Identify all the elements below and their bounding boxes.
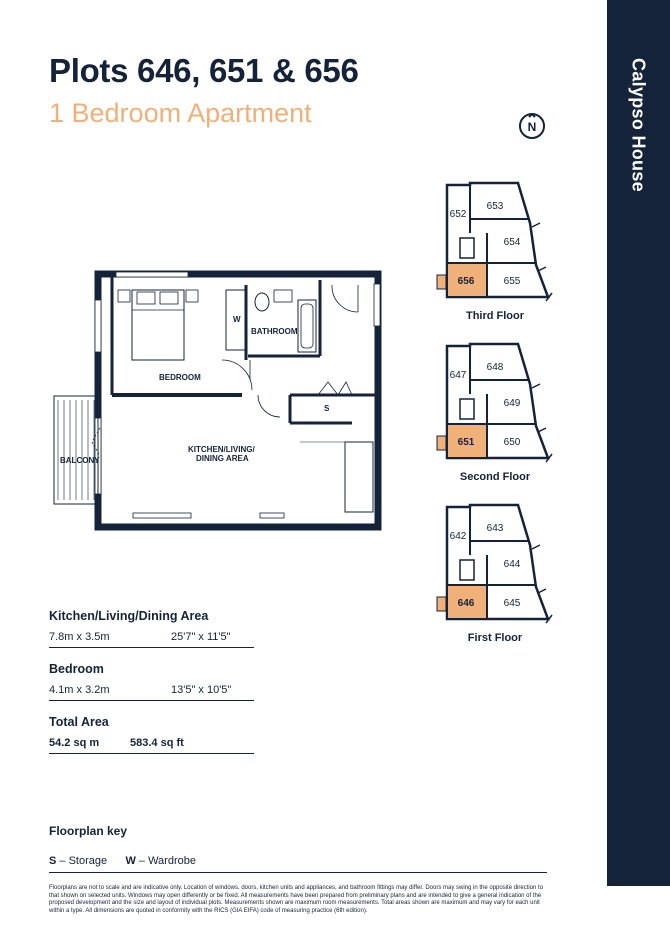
keyplan-unit-label: 656 [457, 276, 475, 287]
total-area-heading: Total Area [49, 715, 109, 729]
keyplan-unit-label: 644 [503, 559, 521, 570]
floorplan-key-items [49, 855, 196, 867]
keyplan-unit-label: 649 [503, 398, 521, 409]
bathroom-label: BATHROOM [251, 327, 298, 336]
keyplan-unit-label: 650 [503, 437, 521, 448]
keyplan-unit-label: 653 [486, 201, 504, 212]
key-w-text: – Wardrobe [135, 855, 196, 867]
keyplan-unit-label: 647 [449, 370, 467, 381]
kitchen-label-2: DINING AREA [196, 454, 249, 463]
room-metric-bedroom: 4.1m x 3.2m [49, 684, 110, 696]
page-title: Plots 646, 651 & 656 [49, 52, 359, 89]
balcony-label: BALCONY [60, 456, 100, 465]
bedroom-label: BEDROOM [159, 373, 201, 382]
divider [49, 700, 254, 701]
floorplan-key-heading: Floorplan key [49, 824, 128, 838]
floor-label-third: Third Floor [465, 310, 525, 322]
keyplan-unit-label: 651 [457, 437, 475, 448]
keyplan-unit-label: 643 [486, 523, 504, 534]
keyplan-balcony [437, 436, 446, 450]
key-divider [49, 872, 547, 873]
key-s-text: – Storage [56, 855, 108, 867]
room-metric-kitchen: 7.8m x 3.5m [49, 631, 110, 643]
room-name-kitchen: Kitchen/Living/Dining Area [49, 609, 209, 623]
keyplan-balcony [437, 275, 446, 289]
keyplan-unit-label: 655 [503, 276, 521, 287]
keyplan-balcony [437, 597, 446, 611]
divider [49, 647, 254, 648]
building-name: Calypso House [628, 58, 649, 192]
room-imperial-kitchen: 25'7" x 11'5" [171, 631, 231, 643]
keyplan-unit-label: 652 [449, 209, 467, 220]
compass-label: N [527, 120, 537, 134]
keyplan-unit-label: 654 [503, 237, 521, 248]
floor-label-second: Second Floor [459, 471, 531, 483]
page-subtitle: 1 Bedroom Apartment [49, 98, 312, 128]
room-name-bedroom: Bedroom [49, 662, 104, 676]
key-s-code: S [49, 855, 57, 867]
floor-label-first: First Floor [467, 632, 523, 644]
keyplan-unit-label: 642 [449, 531, 467, 542]
kitchen-label-1: KITCHEN/LIVING/ [188, 445, 255, 454]
key-w-code: W [125, 855, 136, 867]
divider [49, 753, 254, 754]
keyplan-unit-label: 646 [457, 598, 475, 609]
total-sqm: 54.2 sq m [49, 737, 100, 749]
room-imperial-bedroom: 13'5" x 10'5" [171, 684, 232, 696]
keyplan-unit-label: 645 [503, 598, 521, 609]
wardrobe-label: W [233, 315, 241, 324]
storage-label: S [324, 404, 330, 413]
total-sqft: 583.4 sq ft [130, 737, 184, 749]
disclaimer: Floorplans are not to scale and are indicative only. Location of windows, doors, kitchen units and appliances, and bathroom fittings may differ. Doors may swing in the opposite direction to that shown on selected units. Windows may open differently or be fixed. All measurements have been prepared from preliminary plans and are intended to give a general indication of the proposed development and the size and layout of individual plots. Measurements shown are maximum room measurements. Total areas shown are maximum and may vary for each unit within a type. All dimensions are quoted in conformity with the RICS (GIA EIFA) code of measuring practice (6th edition). [49, 885, 544, 914]
keyplan-unit-label: 648 [486, 362, 504, 373]
